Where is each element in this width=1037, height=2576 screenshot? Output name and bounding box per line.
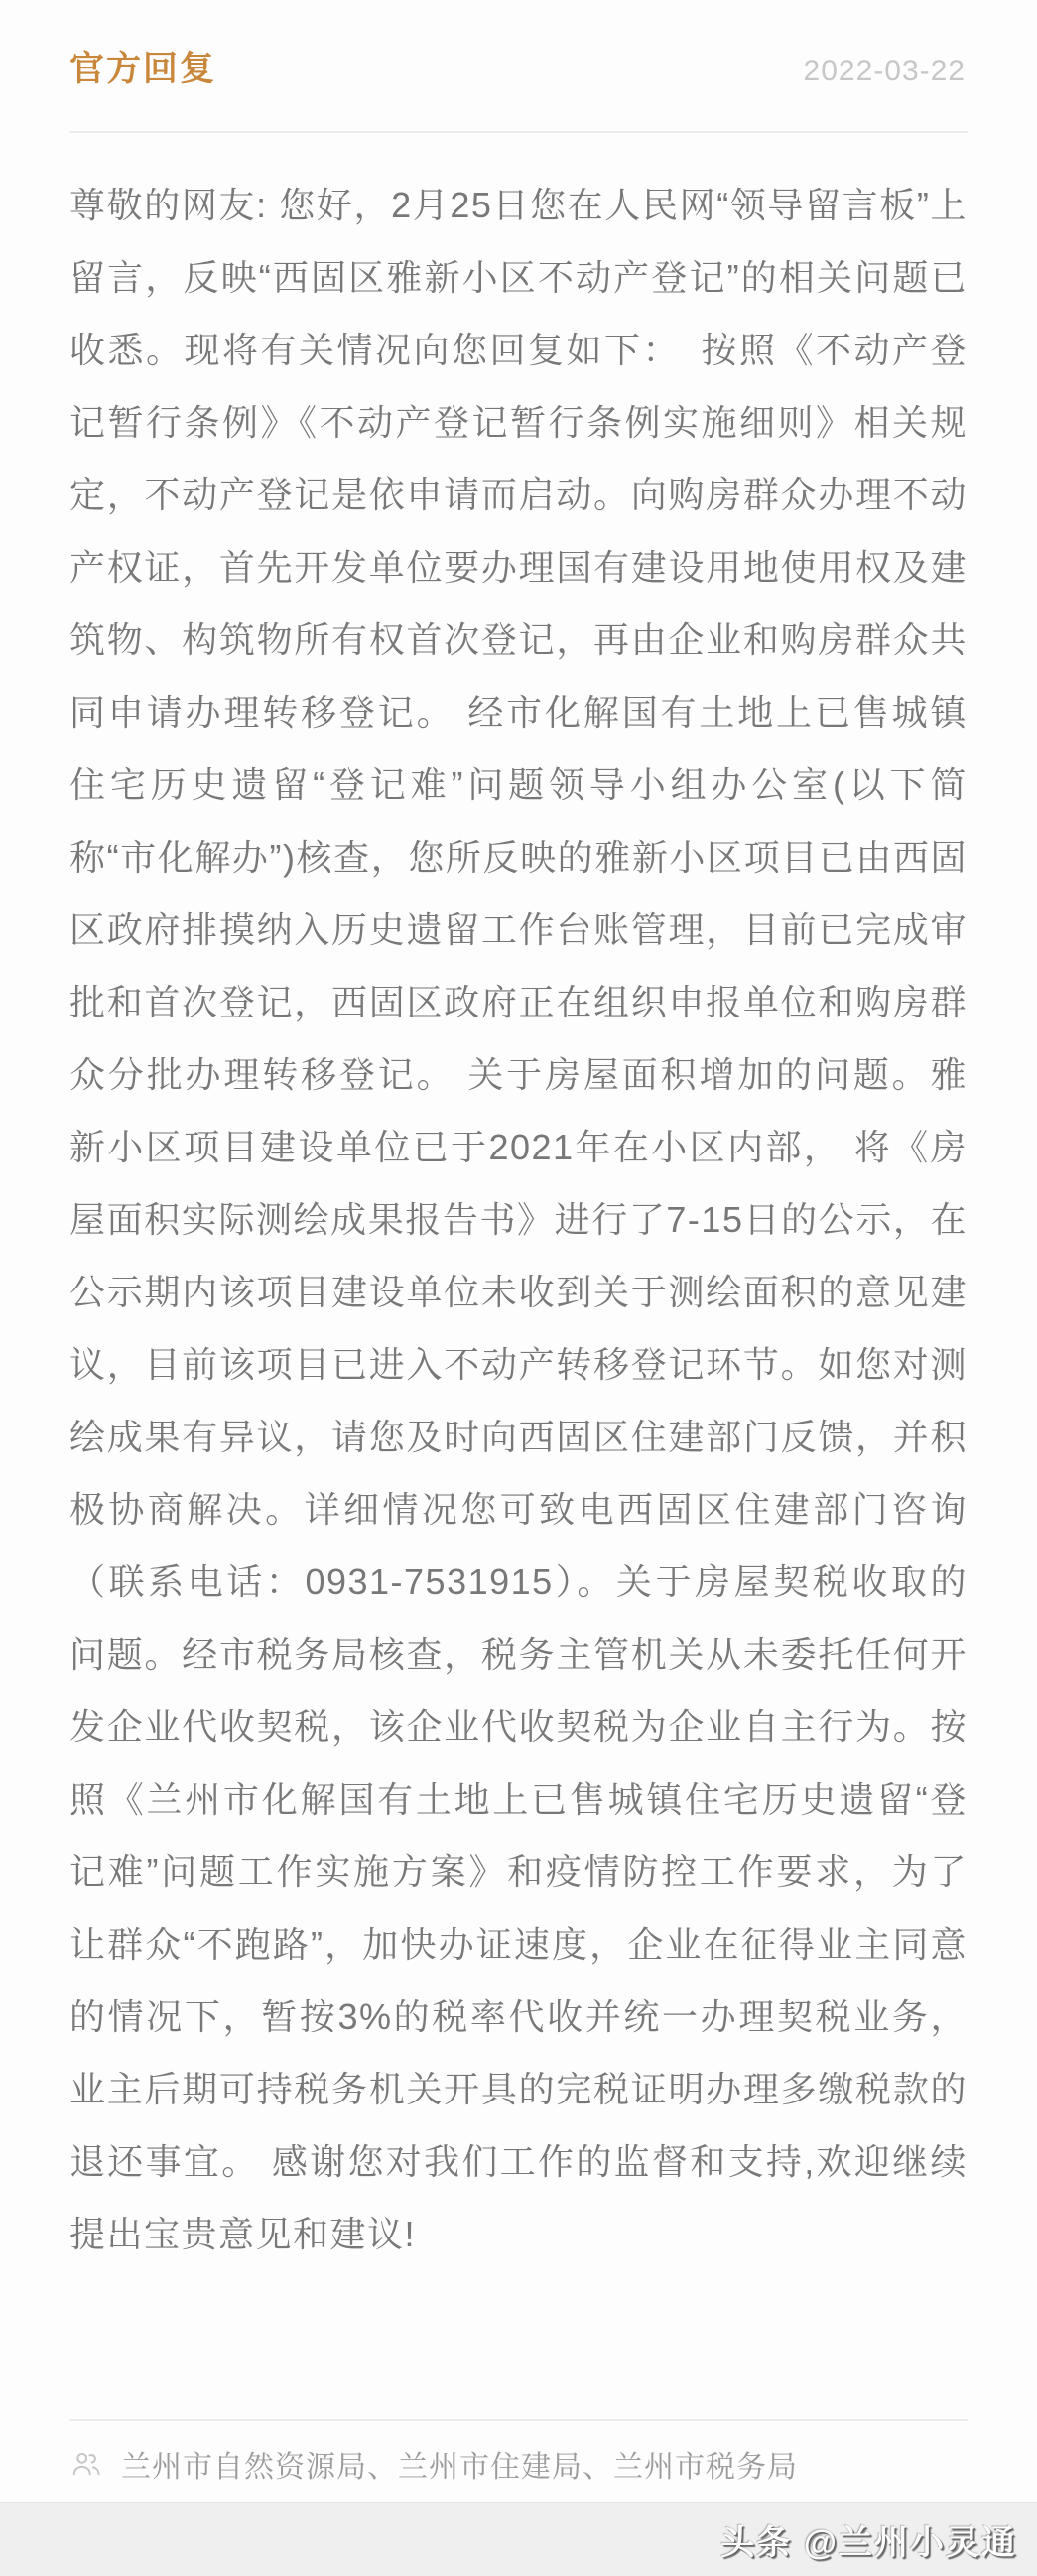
replying-agencies: 兰州市自然资源局、兰州市住建局、兰州市税务局: [121, 2451, 798, 2484]
toutiao-watermark: 头条 @兰州小灵通: [720, 2523, 1017, 2562]
reply-body-text: 尊敬的网友: 您好，2月25日您在人民网“领导留言板”上留言，反映“西固区雅新小区不动产登记”的相关问题已收悉。现将有关情况向您回复如下： 按照《不动产登记暂行条例》《不动产登记暂行条例实施细则》相关规定，不动产登记是依申请而启动。向购房群众办理不动产权证，首先开发单位要办理国有建设用地使用权及建筑物、构筑物所有权首次登记，再由企业和购房群众共同申请办理转移登记。 经市化解国有土地上已售城镇住宅历史遗留“登记难”问题领导小组办公室(以下简称“市化解办”)核查，您所反映的雅新小区项目已由西固区政府排摸纳入历史遗留工作台账管理，目前已完成审批和首次登记，西固区政府正在组织申报单位和购房群众分批办理转移登记。 关于房屋面积增加的问题。雅新小区项目建设单位已于2021年在小区内部， 将《房屋面积实际测绘成果报告书》进行了7-15日的公示，在公示期内该项目建设单位未收到关于测绘面积的意见建议，目前该项目已进入不动产转移登记环节。如您对测绘成果有异议，请您及时向西固区住建部门反馈，并积极协商解决。详细情况您可致电西固区住建部门咨询（联系电话：0931-7531915）。关于房屋契税收取的问题。经市税务局核查，税务主管机关从未委托任何开发企业代收契税，该企业代收契税为企业自主行为。按照《兰州市化解国有土地上已售城镇住宅历史遗留“登记难”问题工作实施方案》和疫情防控工作要求，为了让群众“不跑路”，加快办证速度，企业在征得业主同意的情况下，暂按3%的税率代收并统一办理契税业务，业主后期可持税务机关开具的完税证明办理多缴税款的退还事宜。 感谢您对我们工作的监督和支持,欢迎继续提出宝贵意见和建议!: [69, 185, 968, 2254]
reply-date: 2022-03-22: [803, 55, 966, 87]
people-icon: [69, 2447, 103, 2481]
watermark-strip: [0, 2502, 1037, 2576]
header-divider: [69, 131, 968, 133]
footer-divider: [69, 2419, 968, 2421]
reply-title: 官方回复: [69, 50, 217, 88]
reply-footer: [69, 2442, 968, 2486]
reply-header: [69, 42, 966, 91]
